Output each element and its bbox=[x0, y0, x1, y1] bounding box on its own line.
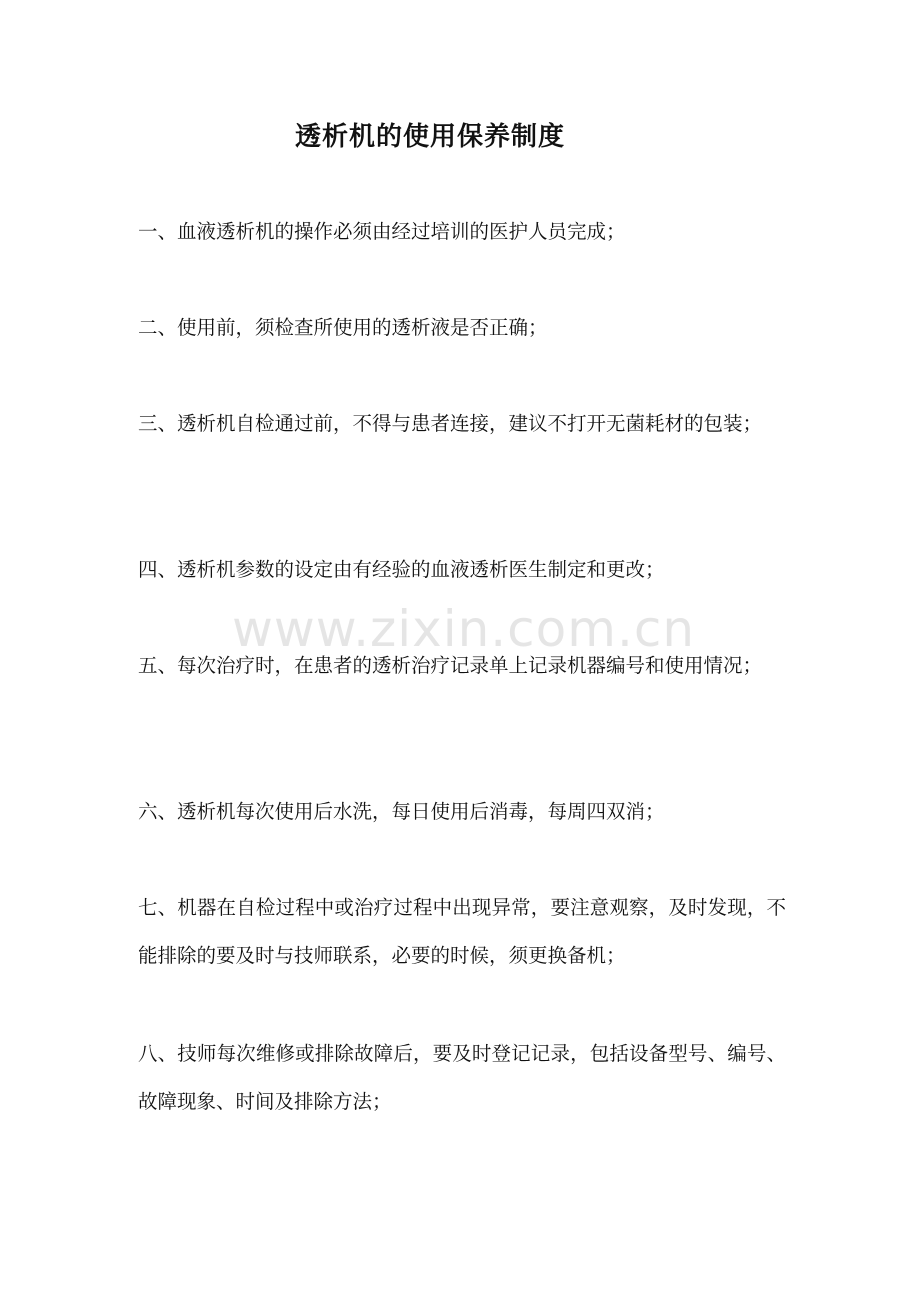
document-title: 透析机的使用保养制度 bbox=[294, 122, 565, 152]
rule-item-4: 四、透析机参数的设定由有经验的血液透析医生制定和更改； bbox=[138, 558, 665, 581]
rule-item-3: 三、透析机自检通过前，不得与患者连接，建议不打开无菌耗材的包装； bbox=[138, 412, 763, 435]
rule-item-6: 六、透析机每次使用后水洗，每日使用后消毒，每周四双消； bbox=[138, 800, 665, 823]
rule-item-2: 二、使用前，须检查所使用的透析液是否正确； bbox=[138, 316, 548, 339]
rule-item-5: 五、每次治疗时，在患者的透析治疗记录单上记录机器编号和使用情况； bbox=[138, 654, 763, 677]
rule-item-8: 八、技师每次维修或排除故障后，要及时登记记录，包括设备型号、编号、故障现象、时间及排除方法； bbox=[138, 1042, 786, 1113]
rule-item-1: 一、血液透析机的操作必须由经过培训的医护人员完成； bbox=[138, 220, 626, 243]
watermark: www.zixin.com.cn bbox=[232, 600, 696, 658]
rule-item-7: 七、机器在自检过程中或治疗过程中出现异常，要注意观察，及时发现，不能排除的要及时与技师联系，必要的时候，须更换备机； bbox=[138, 896, 786, 967]
